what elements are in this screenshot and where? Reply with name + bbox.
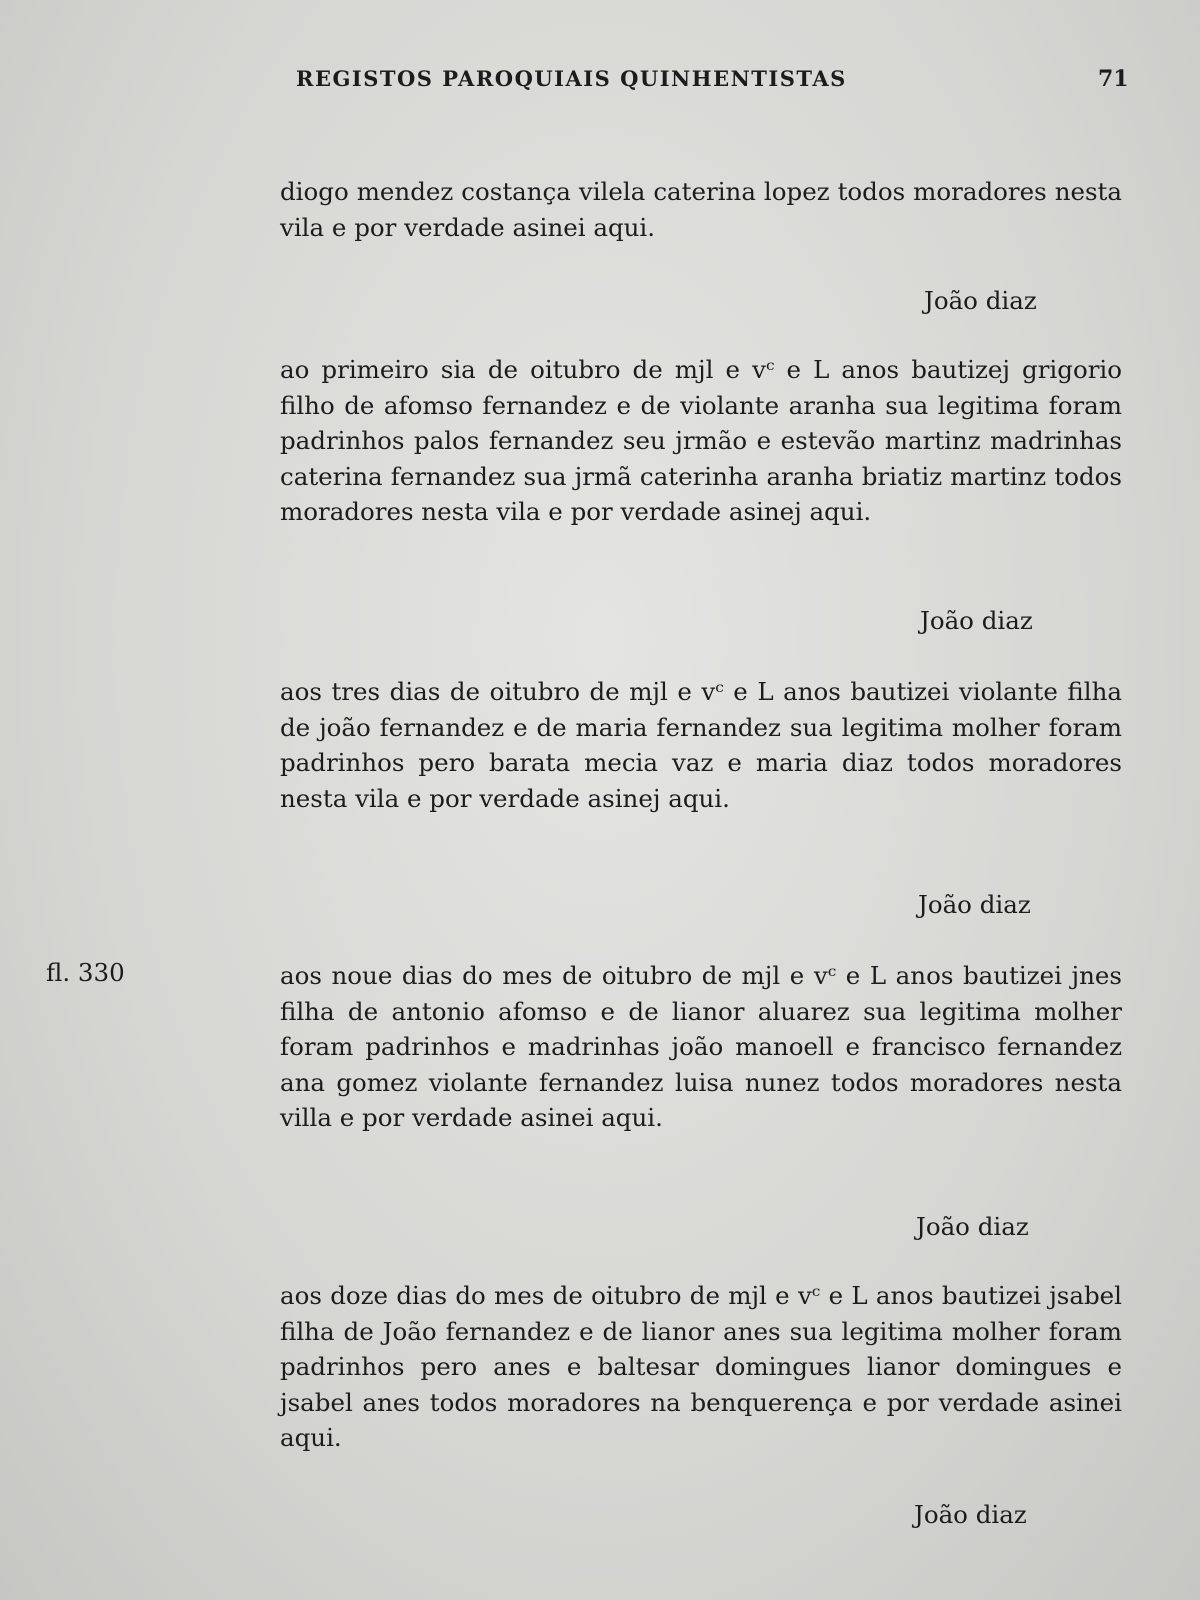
register-entry: diogo mendez costança vilela caterina lopez todos moradores nesta vila e por verdade asinei aqui. [280,177,1122,242]
folio-margin-note: fl. 330 [46,958,125,987]
signature: João diaz [916,1212,1029,1241]
signature: João diaz [914,1500,1027,1529]
register-entry: aos noue dias do mes de oitubro de mjl e vᶜ e L anos bautizei jnes filha de antonio afomso e de lianor aluarez sua legitima molher foram padrinhos e madrinhas joão manoell e francisco fernandez ana gomez violante fernandez luisa nunez todos moradores nesta villa e por verdade asinei aqui. [280,961,1122,1132]
register-entry: ao primeiro sia de oitubro de mjl e vᶜ e L anos bautizej grigorio filho de afomso fernandez e de violante aranha sua legitima foram padrinhos palos fernandez seu jrmão e estevão martinz madrinhas caterina fernandez sua jrmã caterinha aranha briatiz martinz todos moradores nesta vila e por verdade asinej aqui. [280,355,1122,526]
register-entry: aos tres dias de oitubro de mjl e vᶜ e L anos bautizei violante filha de joão fernandez e de maria fernandez sua legitima molher foram padrinhos pero barata mecia vaz e maria diaz todos moradores nesta vila e por verdade asinej aqui. [280,677,1122,813]
register-entry: aos doze dias do mes de oitubro de mjl e vᶜ e L anos bautizei jsabel filha de João fernandez e de lianor anes sua legitima molher foram padrinhos pero anes e baltesar domingues lianor domingues e jsabel anes todos moradores na benquerença e por verdade asinei aqui. [280,1281,1122,1452]
running-title: REGISTOS PAROQUIAIS QUINHENTISTAS [296,66,847,91]
signature: João diaz [918,890,1031,919]
signature: João diaz [920,606,1033,635]
page-number: 71 [1098,66,1129,92]
signature: João diaz [924,286,1037,315]
